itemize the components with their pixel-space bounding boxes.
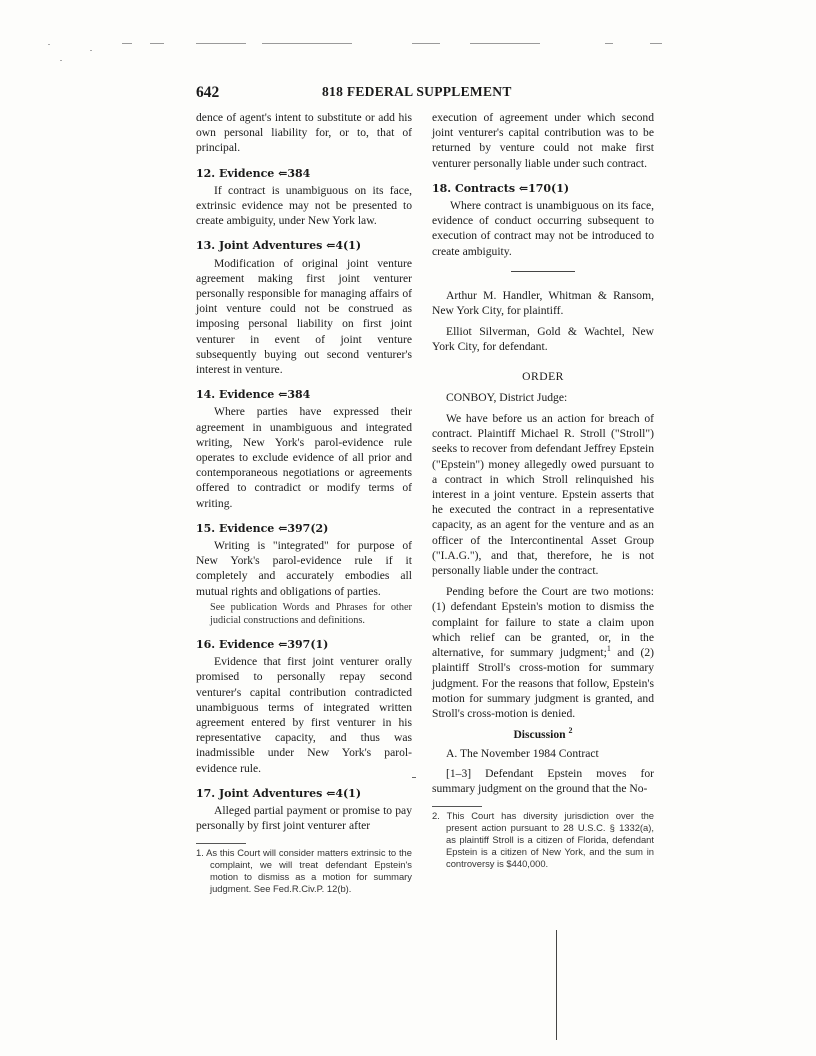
- headnote-body: If contract is unambiguous on its face, extrinsic evidence may not be presented to create ambiguity, under New York law.: [196, 183, 412, 228]
- footnote-1: 1. As this Court will consider matters extrinsic to the complaint, we will treat defendant Epstein's motion to dismiss as a motion for summary judgment. See Fed.R.Civ.P. 12(b).: [196, 847, 412, 895]
- continued-headnote-17: execution of agreement under which second joint venturer's capital contribution was to be returned by venture could not make first venturer personally liable under such contract.: [432, 111, 654, 170]
- headnote-body: Where contract is unambiguous on its face, evidence of conduct occurring subsequent to execution of contract may not be introduced to create ambiguity.: [432, 199, 654, 258]
- section-subheading: A. The November 1984 Contract: [446, 747, 599, 761]
- headnote-12: [196, 166, 412, 229]
- left-column: [196, 110, 412, 895]
- words-and-phrases-note: See publication Words and Phrases for other judicial constructions and definitions.: [210, 601, 412, 626]
- scan-artifact: [412, 43, 440, 44]
- judge-line: CONBOY, District Judge:: [446, 390, 568, 404]
- scan-gutter-line: [556, 930, 557, 1040]
- right-column: [432, 110, 654, 870]
- scan-artifact: [90, 50, 92, 51]
- counsel-defendant: Elliot Silverman, Gold & Wachtel, New York City, for defendant.: [432, 325, 654, 354]
- headnote-heading: 14. Evidence ⇐384: [196, 388, 311, 402]
- scan-artifact: [122, 43, 132, 44]
- section-divider: [511, 271, 575, 272]
- scan-artifact: [262, 43, 352, 44]
- footnote-rule: [196, 843, 246, 844]
- headnote-16: [196, 637, 412, 776]
- headnote-15: [196, 521, 412, 627]
- headnote-body: Modification of original joint venture agreement making first joint venturer personally responsible for managing affairs of joint venture could not be construed as imposing personal liability on first joint venturer in event of joint venture subsequently buying out second venturer's interest in venture.: [196, 256, 412, 377]
- margin-mark: [412, 777, 416, 778]
- headnote-body: Alleged partial payment or promise to pay personally by first joint venturer after: [196, 803, 412, 833]
- footnote-2: 2. This Court has diversity jurisdiction over the present action pursuant to 28 U.S.C. § 1332(a), as plaintiff Stroll is a citizen of Florida, defendant Epstein is a citizen of New York, and the sum in controversy is $440,000.: [432, 809, 654, 869]
- headnote-heading: 16. Evidence ⇐397(1): [196, 637, 329, 651]
- paragraph-text: and (2) plaintiff Stroll's cross-motion for summary judgment. For the reasons that follow, Epstein's motion for summary judgment is granted, and Stroll's cross-motion is denied.: [432, 646, 654, 720]
- discussion-heading: Discussion $^2$: [513, 726, 573, 742]
- headnote-heading: 18. Contracts ⇐170(1): [432, 181, 570, 195]
- scan-artifact: [48, 44, 50, 45]
- running-head: 818 FEDERAL SUPPLEMENT: [322, 84, 512, 99]
- headnote-14: [196, 387, 412, 511]
- paragraph-text: Pending before the Court are two motions: (1) defendant Epstein's motion to dismiss the complaint for failure to state a claim upon which relief can be granted, or, in the alternative, for summary judgment;: [432, 585, 654, 660]
- opinion-paragraph-2: [432, 584, 654, 721]
- headnote-heading: 13. Joint Adventures ⇐4(1): [196, 239, 362, 253]
- scan-artifact: [196, 43, 246, 44]
- scan-artifact: [60, 60, 62, 61]
- footnote-marker-2[interactable]: 2: [568, 726, 573, 736]
- headnote-body: Where parties have expressed their agreement in unambiguous and integrated writing, New York's parol-evidence rule operates to exclude evidence of all prior and contemporaneous negotiations or agreements offered to contradict or modify terms of writing.: [196, 405, 412, 510]
- scan-artifact: [605, 43, 613, 44]
- opinion-paragraph-1: We have before us an action for breach of contract. Plaintiff Michael R. Stroll ("Stroll") seeks to recover from defendant Jeffrey Epstein ("Epstein") money allegedly owed pursuant to a contract in which Stroll relinquished his interest in a joint venture. Epstein asserts that he executed the contract in a representative capacity, as an agent for the venture and as an officer of the Intercontinental Asset Group ("I.A.G."), and that, therefore, he is not personally liable under the contract.: [432, 412, 654, 578]
- opinion-paragraph-3: [1–3] Defendant Epstein moves for summary judgment on the ground that the No-: [432, 766, 654, 795]
- headnote-13: [196, 238, 412, 377]
- headnote-body: Evidence that first joint venturer orally promised to personally repay second venturer's capital contribution contradicted unambiguous terms of integrated written agreement entered by first venturer in his representative capacity, and thus was inadmissible under New York's parol-evidence rule.: [196, 655, 412, 775]
- continued-headnote: dence of agent's intent to substitute or add his own personal liability for, or to, that of principal.: [196, 111, 412, 155]
- page-number: 642: [196, 84, 220, 101]
- footnote-marker-1[interactable]: 1: [606, 644, 611, 654]
- counsel-plaintiff: Arthur M. Handler, Whitman & Ransom, New York City, for plaintiff.: [432, 288, 654, 318]
- headnote-heading: 15. Evidence ⇐397(2): [196, 521, 329, 535]
- headnote-heading: 17. Joint Adventures ⇐4(1): [196, 786, 362, 800]
- scan-artifact: [650, 43, 662, 44]
- order-title: ORDER: [522, 369, 564, 383]
- headnote-17: [196, 786, 412, 834]
- scan-artifact: [150, 43, 164, 44]
- footnote-rule: [432, 806, 482, 807]
- headnote-heading: 12. Evidence ⇐384: [196, 166, 311, 180]
- scan-artifact: [470, 43, 540, 44]
- headnote-body: Writing is "integrated" for purpose of New York's parol-evidence rule if it completely and accurately embodies all mutual rights and obligations of parties.: [196, 539, 412, 598]
- headnote-18: [432, 181, 654, 259]
